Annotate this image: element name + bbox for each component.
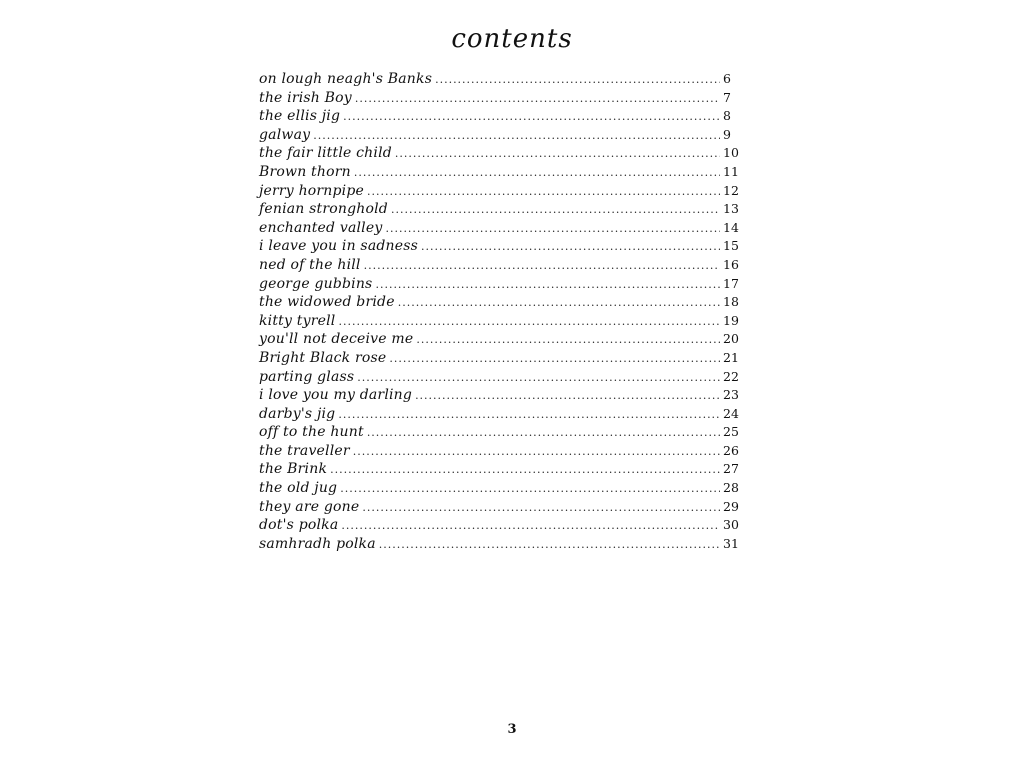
- dot-leader: [389, 350, 720, 369]
- dot-leader: [398, 294, 720, 313]
- toc-entry-page: 30: [723, 517, 739, 533]
- toc-entry-title: the traveller: [259, 442, 350, 459]
- toc-entry: [259, 126, 749, 145]
- toc-entry-page: 27: [723, 461, 739, 477]
- dot-leader: [313, 127, 720, 146]
- toc-entry-title: galway: [259, 126, 311, 143]
- toc-entry-title: the widowed bride: [259, 294, 395, 311]
- toc-entry-page: 11: [723, 163, 739, 179]
- dot-leader: [367, 424, 720, 443]
- toc-entry: [259, 144, 749, 163]
- toc-entry-page: 29: [723, 498, 739, 514]
- toc-entry: [259, 460, 749, 479]
- toc-entry-title: enchanted valley: [259, 219, 383, 236]
- toc-entry: [259, 479, 749, 498]
- toc-entry: [259, 293, 749, 312]
- toc-entry-page: 19: [723, 312, 739, 328]
- dot-leader: [353, 443, 720, 462]
- table-of-contents: [259, 70, 749, 553]
- dot-leader: [357, 369, 720, 388]
- toc-entry-page: 20: [723, 331, 739, 347]
- page-number: 3: [507, 722, 517, 737]
- toc-entry: [259, 498, 749, 517]
- toc-entry-page: 7: [723, 89, 731, 105]
- dot-leader: [343, 108, 720, 127]
- dot-leader: [355, 90, 720, 109]
- toc-entry-page: 16: [723, 256, 739, 272]
- toc-entry: [259, 107, 749, 126]
- toc-entry: [259, 200, 749, 219]
- toc-entry-title: dot's polka: [259, 517, 339, 534]
- toc-entry-page: 6: [723, 71, 731, 86]
- toc-entry-title: i leave you in sadness: [259, 238, 418, 255]
- toc-entry: [259, 70, 749, 89]
- dot-leader: [362, 499, 720, 518]
- toc-entry: [259, 89, 749, 108]
- toc-entry-page: 15: [723, 238, 739, 254]
- dot-leader: [421, 238, 720, 257]
- toc-entry-title: they are gone: [259, 498, 360, 515]
- dot-leader: [375, 276, 720, 295]
- dot-leader: [416, 331, 720, 350]
- dot-leader: [385, 220, 720, 239]
- toc-entry-page: 8: [723, 108, 731, 124]
- toc-entry: [259, 312, 749, 331]
- toc-entry-page: 9: [723, 126, 731, 142]
- toc-entry: [259, 219, 749, 238]
- toc-entry: [259, 275, 749, 294]
- toc-entry-page: 13: [723, 201, 739, 217]
- toc-entry-title: the Brink: [259, 461, 328, 478]
- toc-entry-title: i love you my darling: [259, 387, 413, 404]
- toc-entry: [259, 349, 749, 368]
- toc-entry-title: jerry hornpipe: [259, 182, 365, 199]
- toc-entry-page: 26: [723, 442, 739, 458]
- toc-entry-title: kitty tyrell: [259, 312, 336, 329]
- toc-entry-title: parting glass: [259, 368, 355, 385]
- toc-entry-page: 10: [723, 145, 739, 161]
- dot-leader: [435, 71, 720, 90]
- toc-entry-page: 12: [723, 182, 739, 198]
- dot-leader: [364, 257, 720, 276]
- toc-entry-title: the irish Boy: [259, 89, 352, 106]
- dot-leader: [395, 145, 720, 164]
- toc-entry-page: 14: [723, 219, 739, 235]
- toc-entry-page: 24: [723, 405, 739, 421]
- toc-entry: [259, 256, 749, 275]
- toc-entry-page: 23: [723, 387, 739, 403]
- toc-entry-title: the fair little child: [259, 145, 392, 162]
- toc-entry-page: 31: [723, 535, 739, 551]
- dot-leader: [367, 183, 720, 202]
- toc-entry: [259, 442, 749, 461]
- dot-leader: [391, 201, 720, 220]
- toc-entry: [259, 237, 749, 256]
- toc-entry: [259, 535, 749, 554]
- page-title: contents: [451, 24, 573, 54]
- dot-leader: [415, 387, 720, 406]
- toc-entry-title: on lough neagh's Banks: [259, 71, 433, 87]
- toc-entry: [259, 163, 749, 182]
- dot-leader: [341, 517, 720, 536]
- dot-leader: [338, 406, 720, 425]
- toc-entry-title: Bright Black rose: [259, 349, 387, 366]
- toc-entry: [259, 182, 749, 201]
- toc-entry: [259, 405, 749, 424]
- toc-entry-page: 28: [723, 480, 739, 496]
- toc-entry-title: off to the hunt: [259, 424, 364, 441]
- dot-leader: [338, 313, 720, 332]
- toc-entry-title: fenian stronghold: [259, 201, 388, 218]
- toc-entry-title: george gubbins: [259, 275, 373, 292]
- toc-entry-title: Brown thorn: [259, 163, 351, 180]
- toc-entry-page: 22: [723, 368, 739, 384]
- toc-entry-title: ned of the hill: [259, 256, 361, 273]
- toc-entry-title: you'll not deceive me: [259, 331, 414, 348]
- dot-leader: [330, 461, 720, 480]
- toc-entry-page: 21: [723, 349, 739, 365]
- toc-entry: [259, 516, 749, 535]
- toc-entry-title: the ellis jig: [259, 108, 341, 125]
- dot-leader: [340, 480, 720, 499]
- toc-entry: [259, 368, 749, 387]
- toc-entry-title: the old jug: [259, 480, 338, 497]
- dot-leader: [354, 164, 720, 183]
- toc-entry-title: samhradh polka: [259, 535, 376, 552]
- toc-entry-page: 17: [723, 275, 739, 291]
- toc-entry-title: darby's jig: [259, 405, 336, 422]
- toc-entry: [259, 386, 749, 405]
- dot-leader: [379, 536, 720, 555]
- toc-entry: [259, 330, 749, 349]
- toc-entry: [259, 423, 749, 442]
- toc-entry-page: 18: [723, 294, 739, 310]
- toc-entry-page: 25: [723, 424, 739, 440]
